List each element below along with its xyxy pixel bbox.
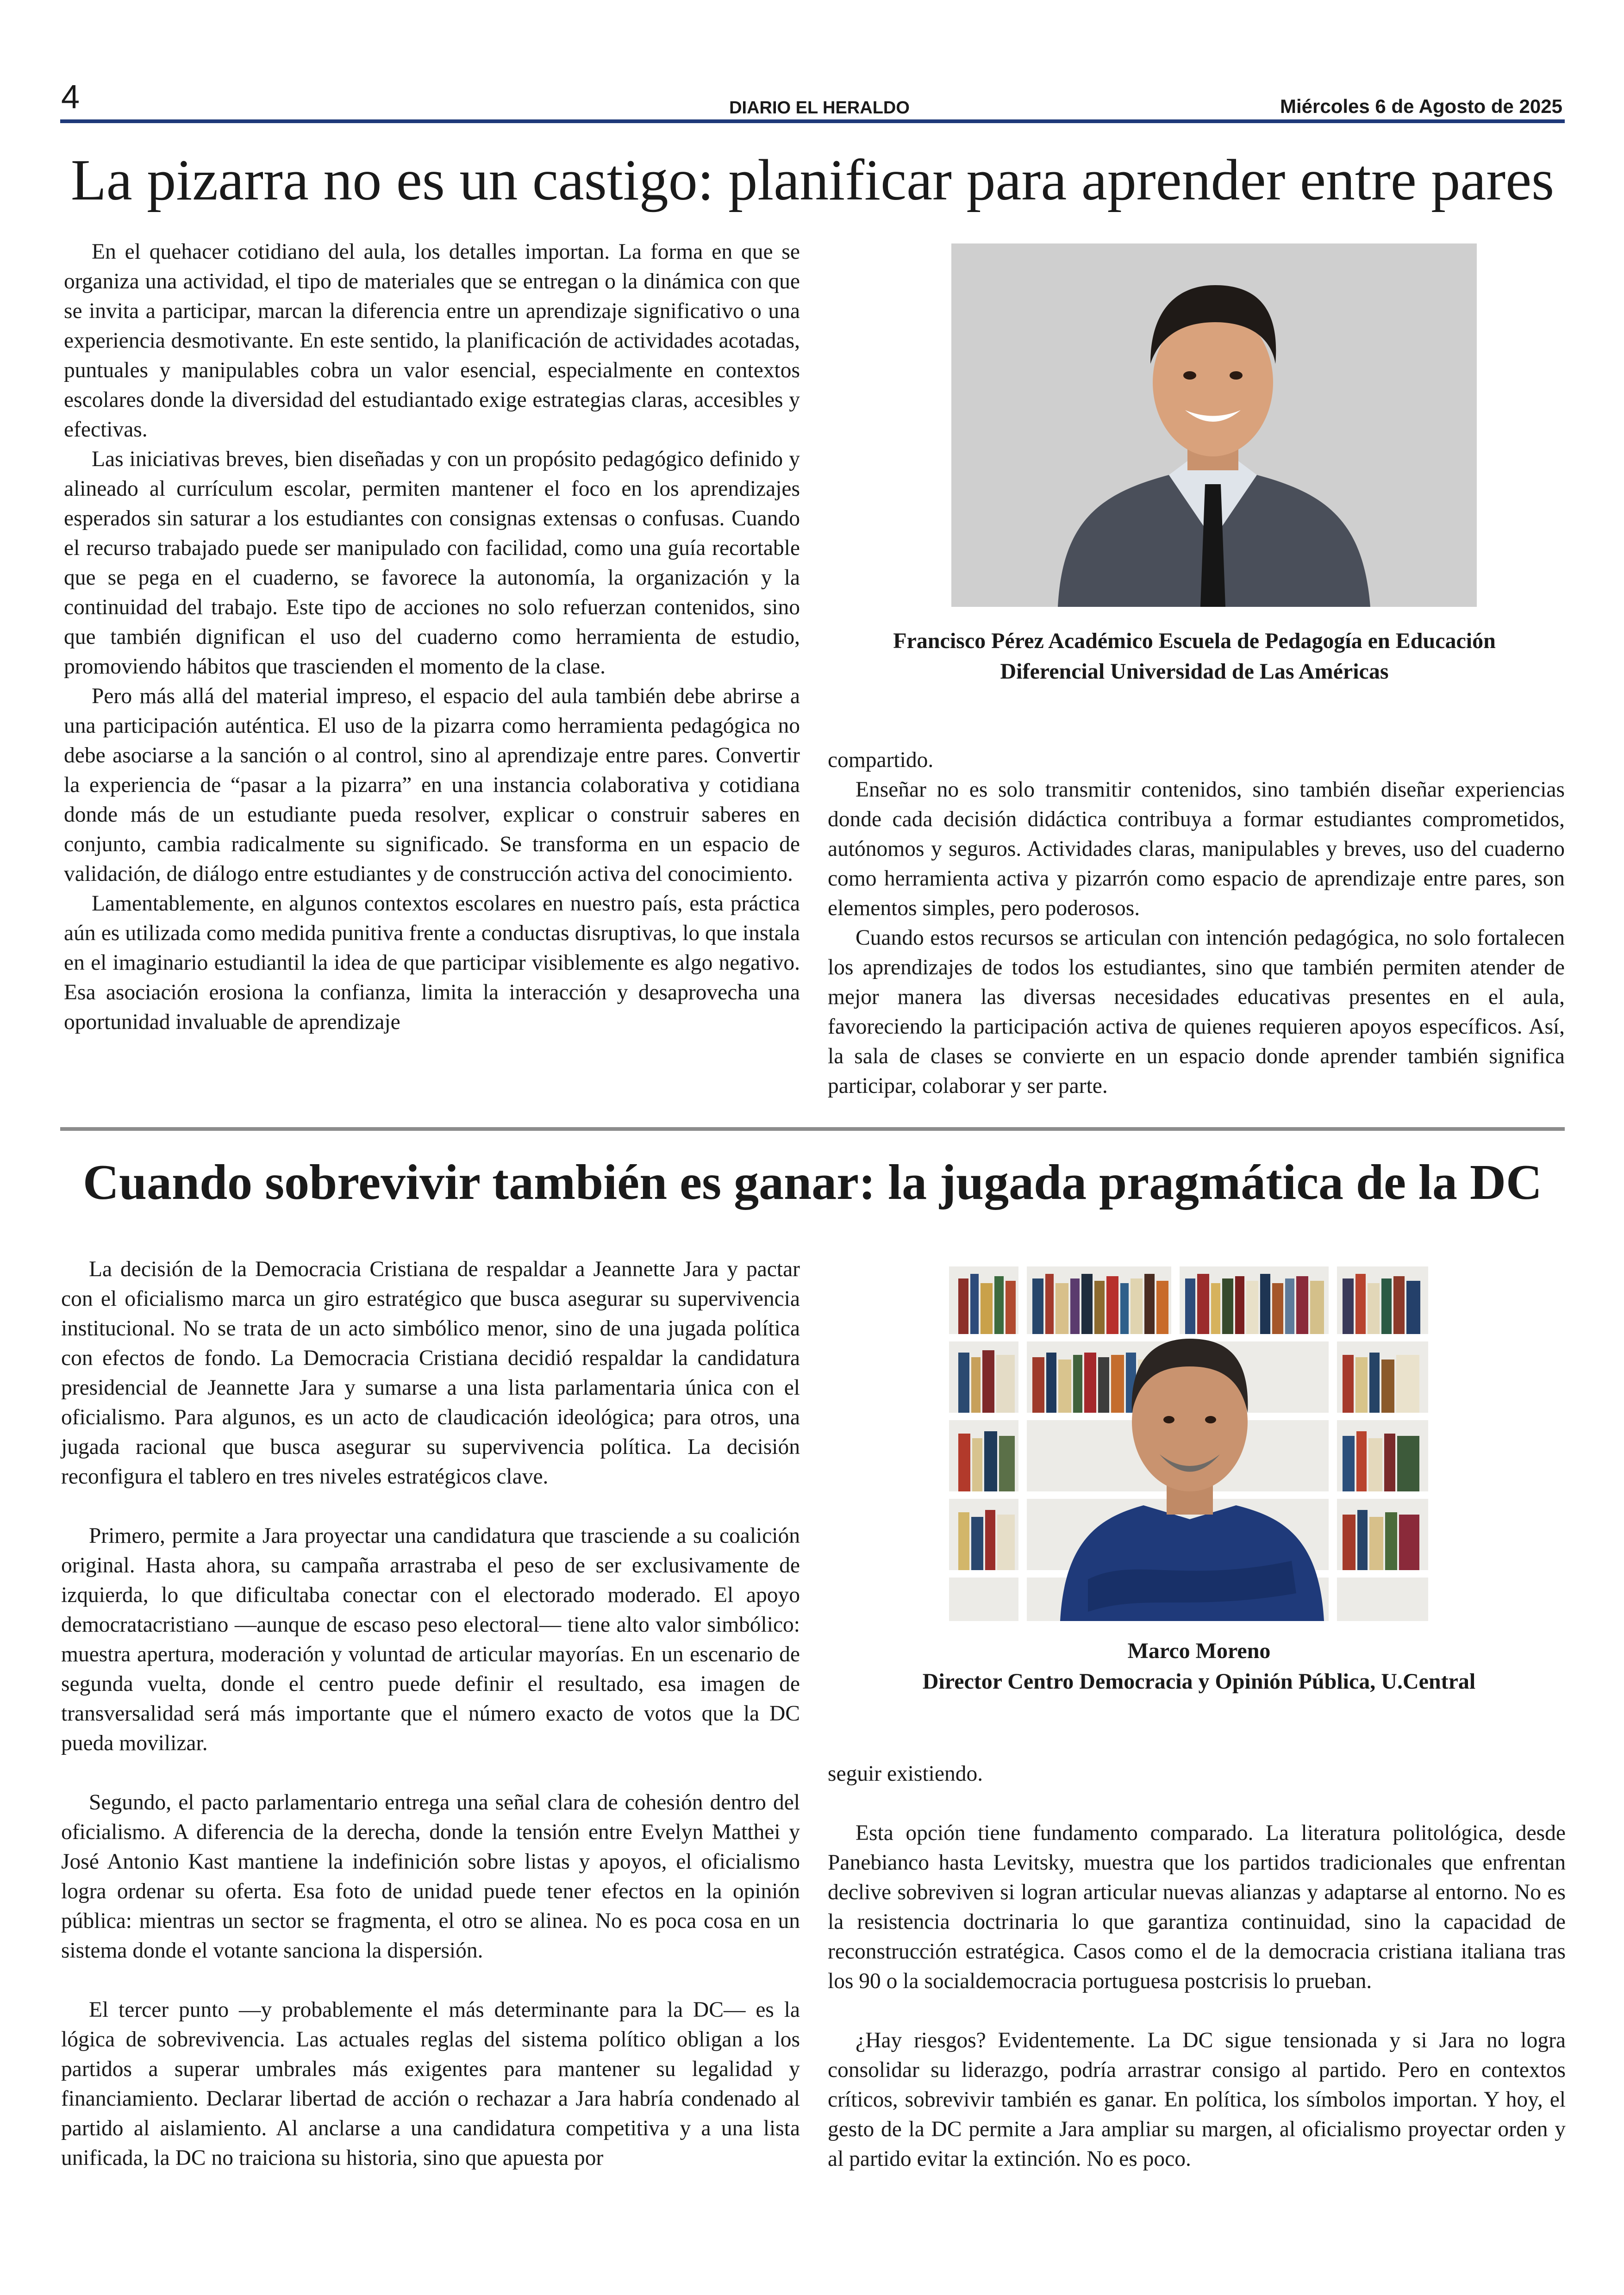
caption-affiliation: Director Centro Democracia y Opinión Pública, U.Central bbox=[922, 1669, 1476, 1694]
caption-author-name: Marco Moreno bbox=[1127, 1639, 1271, 1663]
caption-affiliation: Diferencial Universidad de Las Américas bbox=[1000, 659, 1389, 684]
article-1-column-2 bbox=[828, 745, 1565, 1101]
article-2-paragraph: seguir existiendo. bbox=[828, 1762, 983, 1786]
article-2-paragraph: El tercer punto —y probablemente el más determinante para la DC— es la lógica de sobrevivencia. Las actuales reglas del sistema político obligan a los partidos a superar umbrales más exigentes para mantener su legalidad y financiamiento. Declarar libertad de acción o rechazar a Jara habría condenado al partido al aislamiento. Al anclarse a una candidatura competitiva y a una lista unificada, la DC no traiciona su historia, sino que apuesta por bbox=[61, 1998, 800, 2170]
article-1-paragraph: Cuando estos recursos se articulan con intención pedagógica, no solo fortalecen los aprendizajes de todos los estudiantes, sino que también permiten atender de mejor manera las diversas necesidades educativas presentes en el aula, favoreciendo la participación activa de quienes requieren apoyos específicos. Así, la sala de clases se convierte en un espacio donde aprender también significa participar, colaborar y ser parte. bbox=[828, 926, 1565, 1098]
page-number: 4 bbox=[61, 79, 80, 116]
article-2-column-2 bbox=[828, 1759, 1566, 2174]
article-1-paragraph: Lamentablemente, en algunos contextos escolares en nuestro país, esta práctica aún es utilizada como medida punitiva frente a conductas disruptivas, lo que instala en el imaginario estudiantil la idea de que participar visiblemente es algo negativo. Esa asociación erosiona la confianza, limita la interacción y desaprovecha una oportunidad invaluable de aprendizaje bbox=[64, 892, 800, 1034]
article-1-paragraph: En el quehacer cotidiano del aula, los detalles importan. La forma en que se organiza una actividad, el tipo de materiales que se entregan o la dinámica con que se invita a participar, marcan la diferencia entre un aprendizaje significativo o una experiencia desmotivante. En este sentido, la planificación de actividades acotadas, puntuales y manipulables cobra un valor esencial, especialmente en contextos escolares donde la diversidad del estudiantado exige estrategias claras, accesibles y efectivas. bbox=[64, 240, 800, 442]
section-divider bbox=[60, 1127, 1565, 1131]
caption-author-name: Francisco Pérez Académico Escuela de Pedagogía en Educación bbox=[893, 629, 1496, 653]
portrait-bookshelf-photo bbox=[949, 1260, 1428, 1621]
article-1-title: La pizarra no es un castigo: planificar para aprender entre pares bbox=[70, 148, 1555, 212]
photo-caption-2 bbox=[866, 1636, 1532, 1697]
issue-date: Miércoles 6 de Agosto de 2025 bbox=[1280, 95, 1562, 117]
newspaper-name: DIARIO EL HERALDO bbox=[729, 98, 910, 118]
article-1-paragraph: Pero más allá del material impreso, el espacio del aula también debe abrirse a una participación auténtica. El uso de la pizarra como herramienta pedagógica no debe asociarse a la sanción o al control, sino al aprendizaje entre pares. Convertir la experiencia de “pasar a la pizarra” en una instancia colaborativa y cotidiana donde más de un estudiante pueda resolver, explicar o construir saberes en conjunto, cambia radicalmente su significado. Se transforma en un espacio de validación, de diálogo entre estudiantes y de construcción activa del conocimiento. bbox=[64, 684, 800, 886]
portrait-photo bbox=[951, 243, 1477, 607]
article-1-column-1 bbox=[64, 237, 800, 1037]
article-1-paragraph: compartido. bbox=[828, 748, 934, 772]
article-1-paragraph: Las iniciativas breves, bien diseñadas y con un propósito pedagógico definido y alineado al currículum escolar, permiten mantener el foco en los aprendizajes esperados sin saturar a los estudiantes con consignas extensas o confusas. Cuando el recurso trabajado puede ser manipulado con facilidad, como una guía recortable que se pega en el cuaderno, se favorece la autonomía, la organización y la continuidad del trabajo. Este tipo de acciones no solo refuerzan contenidos, sino que también dignifican el uso del cuaderno como herramienta de estudio, promoviendo hábitos que trascienden el momento de la clase. bbox=[64, 447, 800, 679]
article-2-paragraph: ¿Hay riesgos? Evidentemente. La DC sigue tensionada y si Jara no logra consolidar su liderazgo, podría arrastrar consigo al partido. Pero en contextos críticos, sobrevivir también es ganar. En política, los símbolos importan. Y hoy, el gesto de la DC permite a Jara ampliar su margen, al oficialismo proyectar orden y al partido evitar la extinción. No es poco. bbox=[828, 2028, 1566, 2171]
article-2-paragraph: La decisión de la Democracia Cristiana de respaldar a Jeannette Jara y pactar con el oficialismo marca un giro estratégico que busca asegurar su supervivencia institucional. No se trata de un acto simbólico menor, sino de una jugada política con efectos de fondo. La Democracia Cristiana decidió respaldar la candidatura presidencial de Jeannette Jara y sumarse a una lista parlamentaria única con el oficialismo. Para algunos, es un acto de claudicación ideológica; para otros, una jugada racional que busca asegurar su supervivencia política. La decisión reconfigura el tablero en tres niveles estratégicos clave. bbox=[61, 1257, 800, 1489]
article-1-paragraph: Enseñar no es solo transmitir contenidos, sino también diseñar experiencias donde cada decisión didáctica contribuya a formar estudiantes comprometidos, autónomos y seguros. Actividades claras, manipulables y breves, uso del cuaderno como herramienta activa y pizarrón como espacio de aprendizaje entre pares, son elementos simples, pero poderosos. bbox=[828, 778, 1565, 920]
article-2-column-1 bbox=[61, 1254, 800, 2173]
article-2-paragraph: Segundo, el pacto parlamentario entrega una señal clara de cohesión dentro del oficialismo. A diferencia de la derecha, donde la tensión entre Evelyn Matthei y José Antonio Kast mantiene la indefinición sobre listas y apoyos, el oficialismo logra ordenar su oferta. Esa foto de unidad puede tener efectos en la opinión pública: mientras un sector se fragmenta, el otro se alinea. No es poca cosa en un sistema donde el votante sanciona la dispersión. bbox=[61, 1790, 800, 1963]
header-rule bbox=[60, 119, 1565, 123]
article-2-paragraph: Primero, permite a Jara proyectar una candidatura que trasciende a su coalición original. Hasta ahora, su campaña arrastraba el peso de ser exclusivamente de izquierda, lo que dificultaba conectar con el electorado moderado. El apoyo democratacristiano —aunque de escaso peso electoral— tiene alto valor simbólico: muestra apertura, moderación y voluntad de articular mayorías. En un escenario de segunda vuelta, donde el centro puede definir el resultado, esa imagen de transversalidad será más importante que el número exacto de votos que la DC pueda movilizar. bbox=[61, 1524, 800, 1755]
article-2-title: Cuando sobrevivir también es ganar: la jugada pragmática de la DC bbox=[82, 1155, 1543, 1210]
article-2-paragraph: Esta opción tiene fundamento comparado. La literatura politológica, desde Panebianco hasta Levitsky, muestra que los partidos tradicionales que enfrentan declive sobreviven si logran articular nuevas alianzas y adaptarse al entorno. No es la resistencia doctrinaria lo que garantiza continuidad, sino la capacidad de reconstrucción estratégica. Casos como el de la democracia cristiana italiana tras los 90 o la socialdemocracia portuguesa postcrisis lo prueban. bbox=[828, 1821, 1566, 1993]
photo-caption-1 bbox=[861, 626, 1528, 687]
